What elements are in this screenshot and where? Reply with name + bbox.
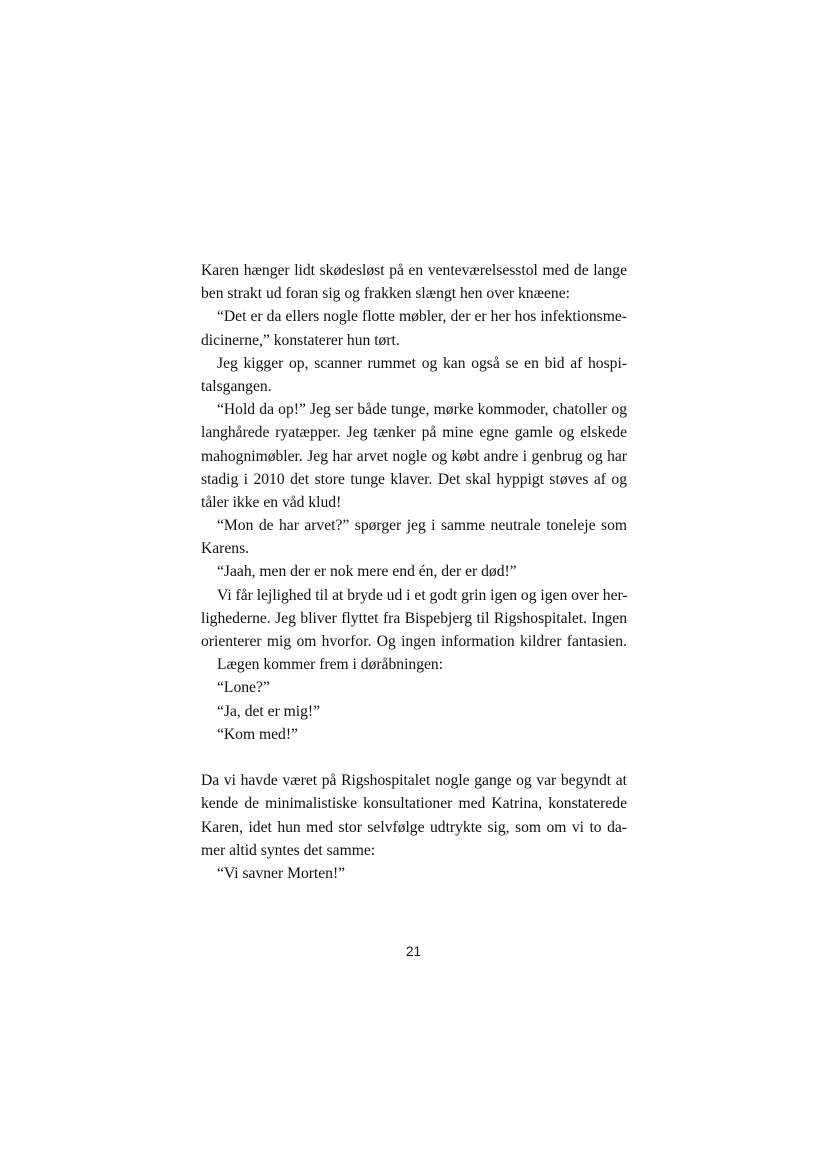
page-number: 21 xyxy=(405,944,422,959)
text-line: ben strakt ud foran sig og frakken slængt hen over knæene: xyxy=(201,285,570,303)
text-line: mahognimøbler. Jeg har arvet nogle og købt andre i genbrug og har xyxy=(201,447,627,465)
text-line: tåler ikke en våd klud! xyxy=(201,493,342,511)
text-line: “Hold da op!” Jeg ser både tunge, mørke kommoder, chatoller og xyxy=(217,401,627,419)
text-line: Karens. xyxy=(201,540,250,558)
text-line: Jeg kigger op, scanner rummet og kan også se en bid af hospi- xyxy=(217,354,627,372)
text-line: “Mon de har arvet?” spørger jeg i samme neutrale toneleje som xyxy=(217,517,627,535)
text-line: mer altid syntes det samme: xyxy=(201,841,376,859)
text-line: orienterer mig om hvorfor. Og ingen information kildrer fantasien. xyxy=(201,633,627,650)
text-line: Vi får lejlighed til at bryde ud i et godt grin igen og igen over her- xyxy=(217,586,628,604)
section-1 xyxy=(201,259,627,746)
text-line: “Ja, det er mig!” xyxy=(217,702,321,720)
text-line: kende de minimalistiske konsultationer med Katrina, konstaterede xyxy=(201,795,627,813)
text-line: “Det er da ellers nogle flotte møbler, der er her hos infektionsme- xyxy=(217,308,627,326)
section-break xyxy=(201,746,627,769)
section-2 xyxy=(201,769,627,885)
body-text xyxy=(201,259,627,885)
text-line: langhårede ryatæpper. Jeg tænker på mine egne gamle og elskede xyxy=(201,424,627,442)
text-line: “Kom med!” xyxy=(217,725,298,743)
text-line: talsgangen. xyxy=(201,377,272,395)
text-line: Lægen kommer frem i døråbningen: xyxy=(217,656,444,674)
text-line: Karen hænger lidt skødesløst på en venteværelsesstol med de lange xyxy=(201,262,627,279)
text-line: “Jaah, men der er nok mere end én, der er død!” xyxy=(217,563,517,581)
text-line: “Lone?” xyxy=(217,679,270,697)
text-line: dicinerne,” konstaterer hun tørt. xyxy=(201,331,400,349)
text-line: lighederne. Jeg bliver flyttet fra Bispebjerg til Rigshospitalet. Ingen xyxy=(201,609,627,627)
text-line: stadig i 2010 det store tunge klaver. Det skal hyppigt støves af og xyxy=(201,470,627,488)
text-line: Karen, idet hun med stor selvfølge udtrykte sig, som om vi to da- xyxy=(201,818,627,836)
text-line: Da vi havde været på Rigshospitalet nogle gange og var begyndt at xyxy=(201,772,627,790)
text-line: “Vi savner Morten!” xyxy=(217,864,346,882)
